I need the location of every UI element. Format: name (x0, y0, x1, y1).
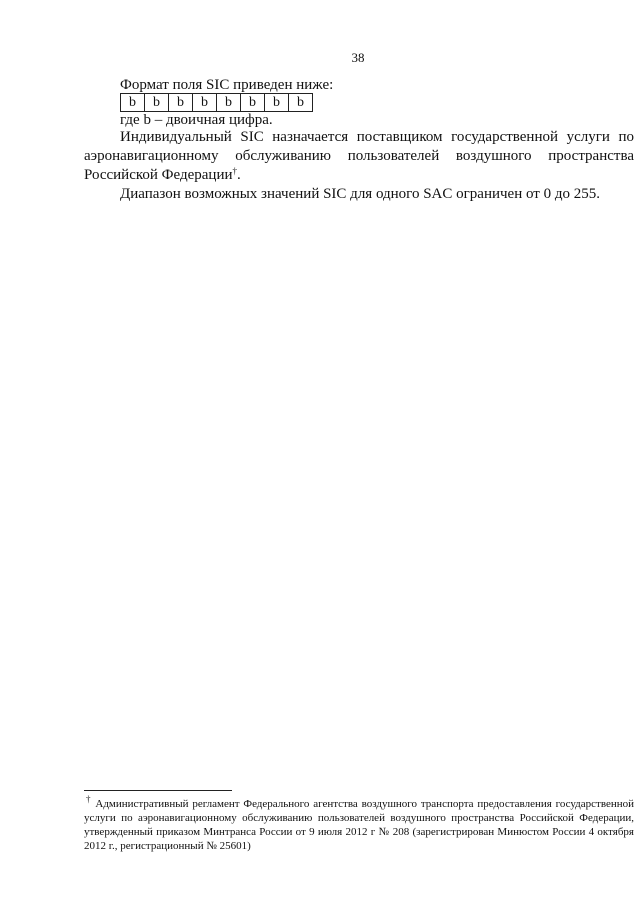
bit-cell: b (169, 94, 193, 112)
footnote-reference: † (232, 166, 238, 176)
sic-range-paragraph: Диапазон возможных значений SIC для одного SAC ограничен от 0 до 255. (120, 186, 600, 202)
bit-cell: b (217, 94, 241, 112)
bit-cell: b (265, 94, 289, 112)
page-number: 38 (351, 50, 365, 65)
sic-bit-format-table (120, 93, 313, 112)
where-line: где b – двоичная цифра. (120, 112, 273, 128)
sic-paragraph-end: . (237, 167, 241, 183)
bit-cell: b (193, 94, 217, 112)
bit-cell: b (145, 94, 169, 112)
footnote-text: Административный регламент Федерального агентства воздушного транспорта предоставления государственной услуги по аэронавигационному обслуживанию пользователей воздушного пространства Российской Федерации, утвержденный приказом Минтранса России от 9 июля 2012 г № 208 (зарегистрирован Минюстом России 4 октября 2012 г., регистрационный № 25601) (84, 798, 634, 852)
sic-assignment-paragraph (84, 128, 634, 185)
bit-cell: b (241, 94, 265, 112)
sic-paragraph-text: Индивидуальный SIC назначается поставщиком государственной услуги по аэронавигационному обслуживанию пользователей воздушного пространства Российской Федерации (84, 129, 634, 183)
footnote-separator (84, 790, 232, 791)
bit-cell: b (289, 94, 313, 112)
footnote (84, 794, 634, 853)
bit-cell: b (121, 94, 145, 112)
format-line: Формат поля SIC приведен ниже: (120, 77, 334, 93)
footnote-marker: † (86, 794, 92, 804)
